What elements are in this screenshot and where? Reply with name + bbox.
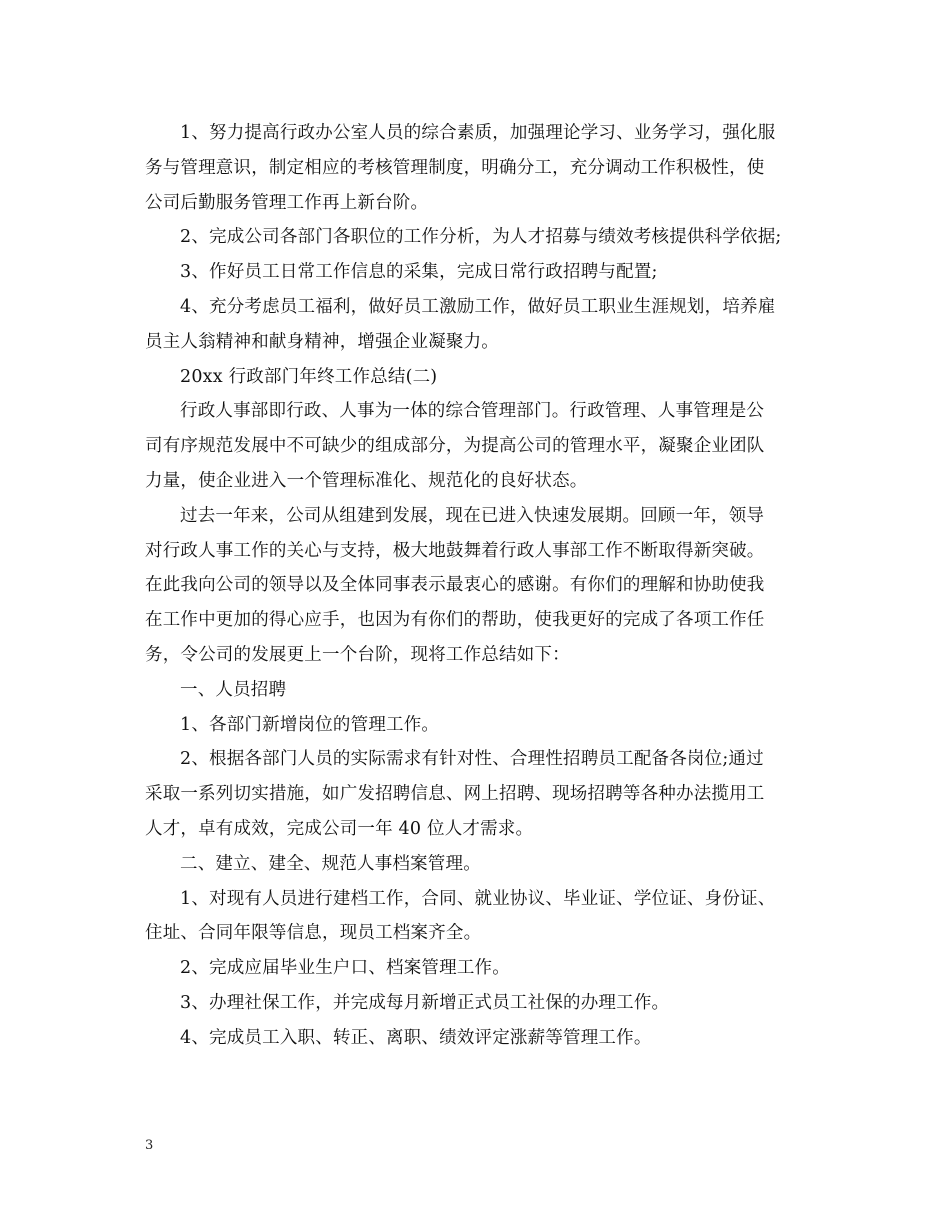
text-line: 人才，卓有成效，完成公司一年 40 位人才需求。 (145, 818, 534, 839)
paragraph (145, 290, 813, 360)
paragraph (145, 255, 813, 290)
page-number: 3 (145, 1138, 154, 1153)
text-line: 住址、合同年限等信息，现员工档案齐全。 (145, 923, 482, 944)
paragraph (145, 708, 813, 743)
text-line: 2、完成公司各部门各职位的工作分析，为人才招募与绩效考核提供科学依据; (180, 227, 782, 248)
text-line: 1、对现有人员进行建档工作，合同、就业协议、毕业证、学位证、身份证、 (180, 888, 776, 909)
text-line: 员主人翁精神和献身精神，增强企业凝聚力。 (145, 331, 499, 352)
text-line: 过去一年来，公司从组建到发展，现在已进入快速发展期。回顾一年，领导 (180, 505, 765, 526)
text-line: 2、根据各部门人员的实际需求有针对性、合理性招聘员工配备各岗位;通过 (180, 749, 764, 770)
text-line: 公司后勤服务管理工作再上新台阶。 (145, 192, 429, 213)
paragraph (145, 394, 813, 498)
section-heading (145, 847, 813, 882)
paragraph (145, 220, 813, 255)
text-line: 采取一系列切实措施，如广发招聘信息、网上招聘、现场招聘等各种办法揽用工 (145, 784, 765, 805)
section-heading (145, 360, 813, 395)
text-line: 1、努力提高行政办公室人员的综合素质，加强理论学习、业务学习，强化服 (180, 123, 776, 143)
text-line: 对行政人事工作的关心与支持，极大地鼓舞着行政人事部工作不断取得新突破。 (145, 540, 765, 561)
text-line: 行政人事部即行政、人事为一体的综合管理部门。行政管理、人事管理是公 (180, 401, 765, 422)
text-line: 务，令公司的发展更上一个台阶，现将工作总结如下： (145, 644, 570, 665)
section-heading (145, 673, 813, 708)
paragraph (145, 116, 813, 220)
text-line: 20xx 行政部门年终工作总结(二) (180, 366, 438, 387)
text-line: 2、完成应届毕业生户口、档案管理工作。 (180, 958, 510, 979)
text-line: 1、各部门新增岗位的管理工作。 (180, 714, 440, 735)
text-line: 力量，使企业进入一个管理标准化、规范化的良好状态。 (145, 470, 588, 491)
text-line: 务与管理意识，制定相应的考核管理制度，明确分工，充分调动工作积极性，使 (145, 157, 765, 178)
paragraph (145, 882, 813, 952)
paragraph (145, 742, 813, 846)
text-line: 在工作中更加的得心应手，也因为有你们的帮助，使我更好的完成了各项工作任 (145, 610, 765, 631)
text-line: 3、办理社保工作，并完成每月新增正式员工社保的办理工作。 (180, 992, 670, 1013)
document-body (145, 116, 813, 1056)
text-line: 4、充分考虑员工福利，做好员工激励工作，做好员工职业生涯规划，培养雇 (180, 296, 776, 317)
text-line: 司有序规范发展中不可缺少的组成部分，为提高公司的管理水平，凝聚企业团队 (145, 436, 765, 457)
text-line: 二、建立、建全、规范人事档案管理。 (180, 853, 481, 874)
text-line: 在此我向公司的领导以及全体同事表示最衷心的感谢。有你们的理解和协助使我 (145, 575, 765, 596)
paragraph (145, 499, 813, 673)
paragraph (145, 986, 813, 1021)
text-line: 一、人员招聘 (180, 679, 287, 700)
text-line: 4、完成员工入职、转正、离职、绩效评定涨薪等管理工作。 (180, 1027, 652, 1048)
text-line: 3、作好员工日常工作信息的采集，完成日常行政招聘与配置; (180, 262, 658, 283)
paragraph (145, 951, 813, 986)
paragraph (145, 1021, 813, 1056)
